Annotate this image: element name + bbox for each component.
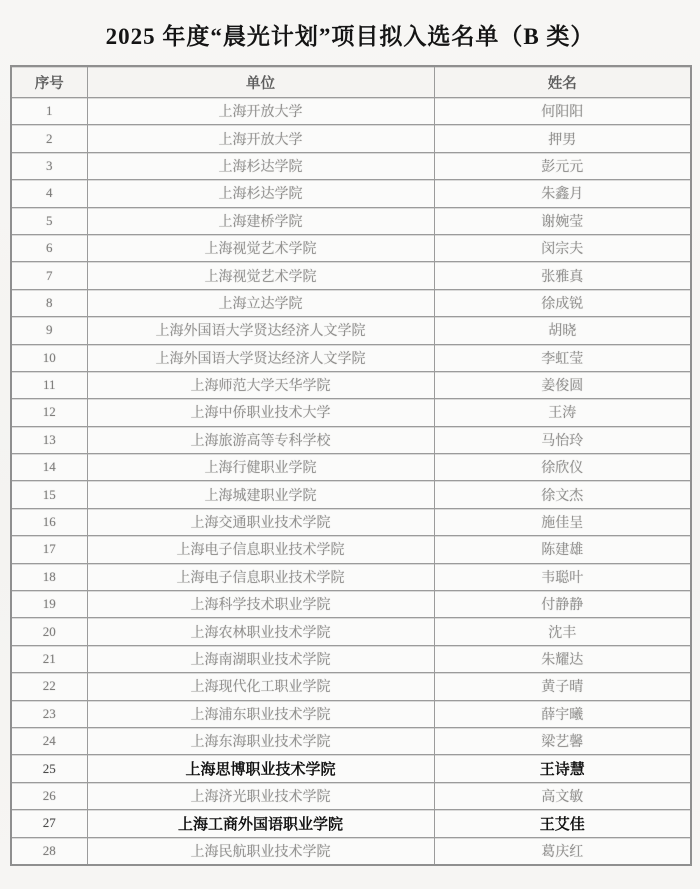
row-name-cell: 闵宗夫 bbox=[434, 234, 691, 261]
row-name-cell: 陈建雄 bbox=[434, 536, 691, 563]
table-row bbox=[11, 755, 691, 782]
table-row bbox=[11, 454, 691, 481]
row-unit-cell: 上海视觉艺术学院 bbox=[87, 234, 434, 261]
table-row bbox=[11, 782, 691, 809]
row-unit-cell: 上海东海职业技术学院 bbox=[87, 727, 434, 754]
row-unit-cell: 上海建桥学院 bbox=[87, 207, 434, 234]
row-number-cell: 9 bbox=[11, 317, 87, 344]
table-row bbox=[11, 207, 691, 234]
table-row bbox=[11, 344, 691, 371]
row-unit-cell: 上海科学技术职业学院 bbox=[87, 591, 434, 618]
table-row bbox=[11, 673, 691, 700]
header-row bbox=[11, 66, 691, 98]
row-unit-cell: 上海行健职业学院 bbox=[87, 454, 434, 481]
row-number-cell: 15 bbox=[11, 481, 87, 508]
row-name-cell: 王涛 bbox=[434, 399, 691, 426]
table-row bbox=[11, 536, 691, 563]
table-row bbox=[11, 727, 691, 754]
row-unit-cell: 上海电子信息职业技术学院 bbox=[87, 536, 434, 563]
table-row bbox=[11, 618, 691, 645]
row-unit-cell: 上海立达学院 bbox=[87, 289, 434, 316]
row-unit-cell: 上海交通职业技术学院 bbox=[87, 508, 434, 535]
row-name-cell: 李虹莹 bbox=[434, 344, 691, 371]
row-unit-cell: 上海开放大学 bbox=[87, 98, 434, 125]
table-row bbox=[11, 234, 691, 261]
row-unit-cell: 上海城建职业学院 bbox=[87, 481, 434, 508]
row-number-cell: 4 bbox=[11, 180, 87, 207]
table-header bbox=[11, 66, 691, 98]
header-cell-unit: 单位 bbox=[87, 66, 434, 98]
row-number-cell: 16 bbox=[11, 508, 87, 535]
row-name-cell: 姜俊圆 bbox=[434, 371, 691, 398]
row-unit-cell: 上海师范大学天华学院 bbox=[87, 371, 434, 398]
row-number-cell: 13 bbox=[11, 426, 87, 453]
row-unit-cell: 上海外国语大学贤达经济人文学院 bbox=[87, 344, 434, 371]
row-unit-cell: 上海外国语大学贤达经济人文学院 bbox=[87, 317, 434, 344]
row-name-cell: 梁艺馨 bbox=[434, 727, 691, 754]
row-number-cell: 17 bbox=[11, 536, 87, 563]
row-name-cell: 王艾佳 bbox=[434, 810, 691, 837]
row-unit-cell: 上海现代化工职业学院 bbox=[87, 673, 434, 700]
row-number-cell: 23 bbox=[11, 700, 87, 727]
row-name-cell: 徐欣仪 bbox=[434, 454, 691, 481]
table-row bbox=[11, 508, 691, 535]
row-name-cell: 彭元元 bbox=[434, 152, 691, 179]
row-number-cell: 22 bbox=[11, 673, 87, 700]
row-number-cell: 28 bbox=[11, 837, 87, 865]
row-name-cell: 高文敏 bbox=[434, 782, 691, 809]
row-unit-cell: 上海视觉艺术学院 bbox=[87, 262, 434, 289]
row-number-cell: 1 bbox=[11, 98, 87, 125]
row-number-cell: 20 bbox=[11, 618, 87, 645]
row-number-cell: 7 bbox=[11, 262, 87, 289]
row-unit-cell: 上海思博职业技术学院 bbox=[87, 755, 434, 782]
row-number-cell: 24 bbox=[11, 727, 87, 754]
row-number-cell: 3 bbox=[11, 152, 87, 179]
row-name-cell: 付静静 bbox=[434, 591, 691, 618]
row-name-cell: 葛庆红 bbox=[434, 837, 691, 865]
row-unit-cell: 上海电子信息职业技术学院 bbox=[87, 563, 434, 590]
row-unit-cell: 上海杉达学院 bbox=[87, 180, 434, 207]
row-name-cell: 马怡玲 bbox=[434, 426, 691, 453]
row-name-cell: 押男 bbox=[434, 125, 691, 152]
row-name-cell: 胡晓 bbox=[434, 317, 691, 344]
row-name-cell: 何阳阳 bbox=[434, 98, 691, 125]
row-number-cell: 2 bbox=[11, 125, 87, 152]
row-number-cell: 14 bbox=[11, 454, 87, 481]
table-row bbox=[11, 810, 691, 837]
row-unit-cell: 上海浦东职业技术学院 bbox=[87, 700, 434, 727]
table-row bbox=[11, 837, 691, 865]
row-unit-cell: 上海工商外国语职业学院 bbox=[87, 810, 434, 837]
row-name-cell: 王诗慧 bbox=[434, 755, 691, 782]
row-number-cell: 18 bbox=[11, 563, 87, 590]
row-unit-cell: 上海旅游高等专科学校 bbox=[87, 426, 434, 453]
roster-table bbox=[10, 65, 692, 866]
row-name-cell: 徐成锐 bbox=[434, 289, 691, 316]
row-number-cell: 26 bbox=[11, 782, 87, 809]
table-row bbox=[11, 98, 691, 125]
row-number-cell: 12 bbox=[11, 399, 87, 426]
table-row bbox=[11, 563, 691, 590]
row-number-cell: 25 bbox=[11, 755, 87, 782]
row-unit-cell: 上海开放大学 bbox=[87, 125, 434, 152]
row-number-cell: 19 bbox=[11, 591, 87, 618]
row-unit-cell: 上海中侨职业技术大学 bbox=[87, 399, 434, 426]
table-row bbox=[11, 125, 691, 152]
table-row bbox=[11, 700, 691, 727]
row-name-cell: 施佳呈 bbox=[434, 508, 691, 535]
table-row bbox=[11, 645, 691, 672]
row-name-cell: 韦聪叶 bbox=[434, 563, 691, 590]
row-unit-cell: 上海杉达学院 bbox=[87, 152, 434, 179]
row-unit-cell: 上海南湖职业技术学院 bbox=[87, 645, 434, 672]
row-name-cell: 张雅真 bbox=[434, 262, 691, 289]
row-number-cell: 21 bbox=[11, 645, 87, 672]
row-number-cell: 11 bbox=[11, 371, 87, 398]
row-name-cell: 朱耀达 bbox=[434, 645, 691, 672]
table-row bbox=[11, 371, 691, 398]
table-row bbox=[11, 262, 691, 289]
row-number-cell: 5 bbox=[11, 207, 87, 234]
row-name-cell: 徐文杰 bbox=[434, 481, 691, 508]
row-name-cell: 谢婉莹 bbox=[434, 207, 691, 234]
row-number-cell: 27 bbox=[11, 810, 87, 837]
header-cell-num: 序号 bbox=[11, 66, 87, 98]
row-name-cell: 朱鑫月 bbox=[434, 180, 691, 207]
table-row bbox=[11, 481, 691, 508]
row-number-cell: 8 bbox=[11, 289, 87, 316]
table-row bbox=[11, 180, 691, 207]
table-row bbox=[11, 591, 691, 618]
row-unit-cell: 上海农林职业技术学院 bbox=[87, 618, 434, 645]
page-title: 2025 年度“晨光计划”项目拟入选名单（B 类） bbox=[105, 24, 595, 49]
table-body bbox=[11, 98, 691, 865]
table-row bbox=[11, 399, 691, 426]
row-unit-cell: 上海民航职业技术学院 bbox=[87, 837, 434, 865]
row-name-cell: 黄子晴 bbox=[434, 673, 691, 700]
row-number-cell: 6 bbox=[11, 234, 87, 261]
table-row bbox=[11, 289, 691, 316]
row-unit-cell: 上海济光职业技术学院 bbox=[87, 782, 434, 809]
table-row bbox=[11, 426, 691, 453]
header-cell-name: 姓名 bbox=[434, 66, 691, 98]
table-row bbox=[11, 152, 691, 179]
table-row bbox=[11, 317, 691, 344]
row-number-cell: 10 bbox=[11, 344, 87, 371]
row-name-cell: 沈丰 bbox=[434, 618, 691, 645]
row-name-cell: 薛宇曦 bbox=[434, 700, 691, 727]
